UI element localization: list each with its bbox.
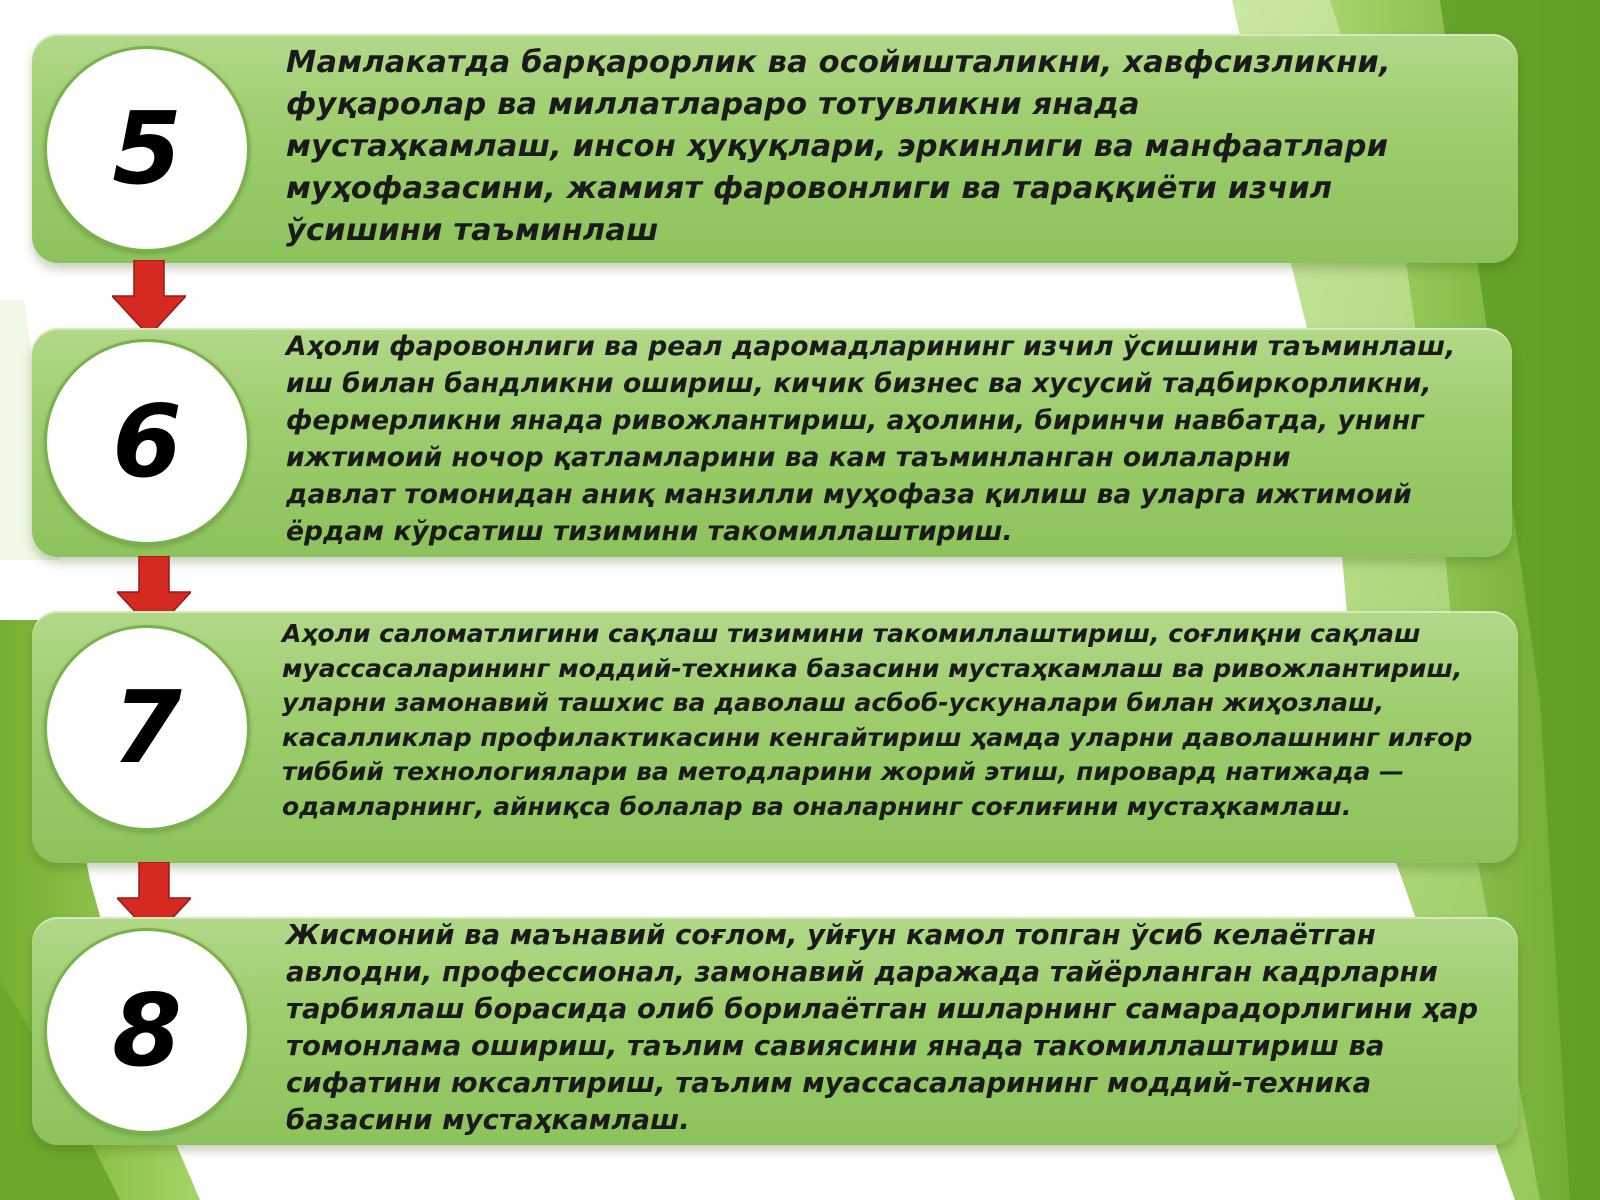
- text-line: сифатини юксалтириш, таълим муассасаларининг моддий-техника: [286, 1067, 1372, 1099]
- step-number-badge: [44, 339, 250, 545]
- text-line: фермерликни янада ривожлантириш, аҳолини, биринчи навбатда, унинг: [286, 405, 1425, 436]
- step-number-badge: [44, 625, 250, 831]
- step-card-6: [32, 328, 1512, 557]
- step-number-badge: [44, 46, 250, 252]
- text-line: томонлама ошириш, таълим савиясини янада такомиллаштириш ва: [286, 1030, 1385, 1062]
- step-description: [286, 917, 1478, 1139]
- step-number: 6: [112, 383, 182, 500]
- text-line: Аҳоли фаровонлиги ва реал даромадларининг изчил ўсишини таъминлаш,: [286, 331, 1456, 362]
- step-card-8: [32, 917, 1518, 1145]
- text-line: ёрдам кўрсатиш тизимини такомиллаштириш.: [286, 516, 1013, 547]
- step-number-badge: [44, 928, 250, 1134]
- text-line: одамларнинг, айниқса болалар ва оналарнинг соғлиғини мустаҳкамлаш.: [282, 791, 1352, 821]
- down-arrow-icon: [112, 260, 186, 336]
- text-line: давлат томонидан аниқ манзилли муҳофаза қилиш ва уларга ижтимоий: [286, 479, 1412, 510]
- text-line: ўсишини таъминлаш: [286, 213, 659, 248]
- step-description: [282, 617, 1472, 824]
- step-number: 7: [112, 669, 182, 786]
- text-line: авлодни, профессионал, замонавий даражада тайёрланган кадрларни: [286, 956, 1438, 988]
- text-line: муассасаларининг моддий-техника базасини мустаҳкамлаш ва ривожлантириш,: [282, 653, 1463, 683]
- text-line: тарбиялаш борасида олиб борилаётган ишларнинг самарадорлигини ҳар: [286, 993, 1479, 1025]
- text-line: фуқаролар ва миллатлараро тотувликни янада: [286, 87, 1140, 122]
- text-line: касалликлар профилактикасини кенгайтириш ҳамда уларни даволашнинг илғор: [282, 722, 1473, 752]
- text-line: ижтимоий ночор қатламларини ва кам таъминланган оилаларни: [286, 442, 1291, 473]
- step-card-5: [32, 34, 1518, 263]
- step-description: [286, 42, 1391, 252]
- step-card-7: [32, 611, 1518, 863]
- text-line: уларни замонавий ташхис ва даволаш асбоб-ускуналари билан жиҳозлаш,: [282, 688, 1385, 717]
- step-number: 5: [112, 90, 182, 207]
- text-line: Аҳоли саломатлигини сақлаш тизимини такомиллаштириш, соғлиқни сақлаш: [282, 619, 1421, 648]
- text-line: Жисмоний ва маънавий соғлом, уйғун камол топган ўсиб келаётган: [286, 919, 1376, 951]
- text-line: мустаҳкамлаш, инсон ҳуқуқлари, эркинлиги ва манфаатлари: [286, 129, 1389, 164]
- text-line: базасини мустаҳкамлаш.: [286, 1104, 690, 1136]
- text-line: муҳофазасини, жамият фаровонлиги ва тараққиёти изчил: [286, 171, 1333, 206]
- text-line: тиббий технологиялари ва методларини жорий этиш, пировард натижада —: [282, 757, 1405, 786]
- step-description: [286, 328, 1455, 550]
- step-number: 8: [112, 972, 182, 1089]
- text-line: Мамлакатда барқарорлик ва осойишталикни, хавфсизликни,: [286, 45, 1391, 80]
- text-line: иш билан бандликни ошириш, кичик бизнес ва хусусий тадбиркорликни,: [286, 368, 1432, 399]
